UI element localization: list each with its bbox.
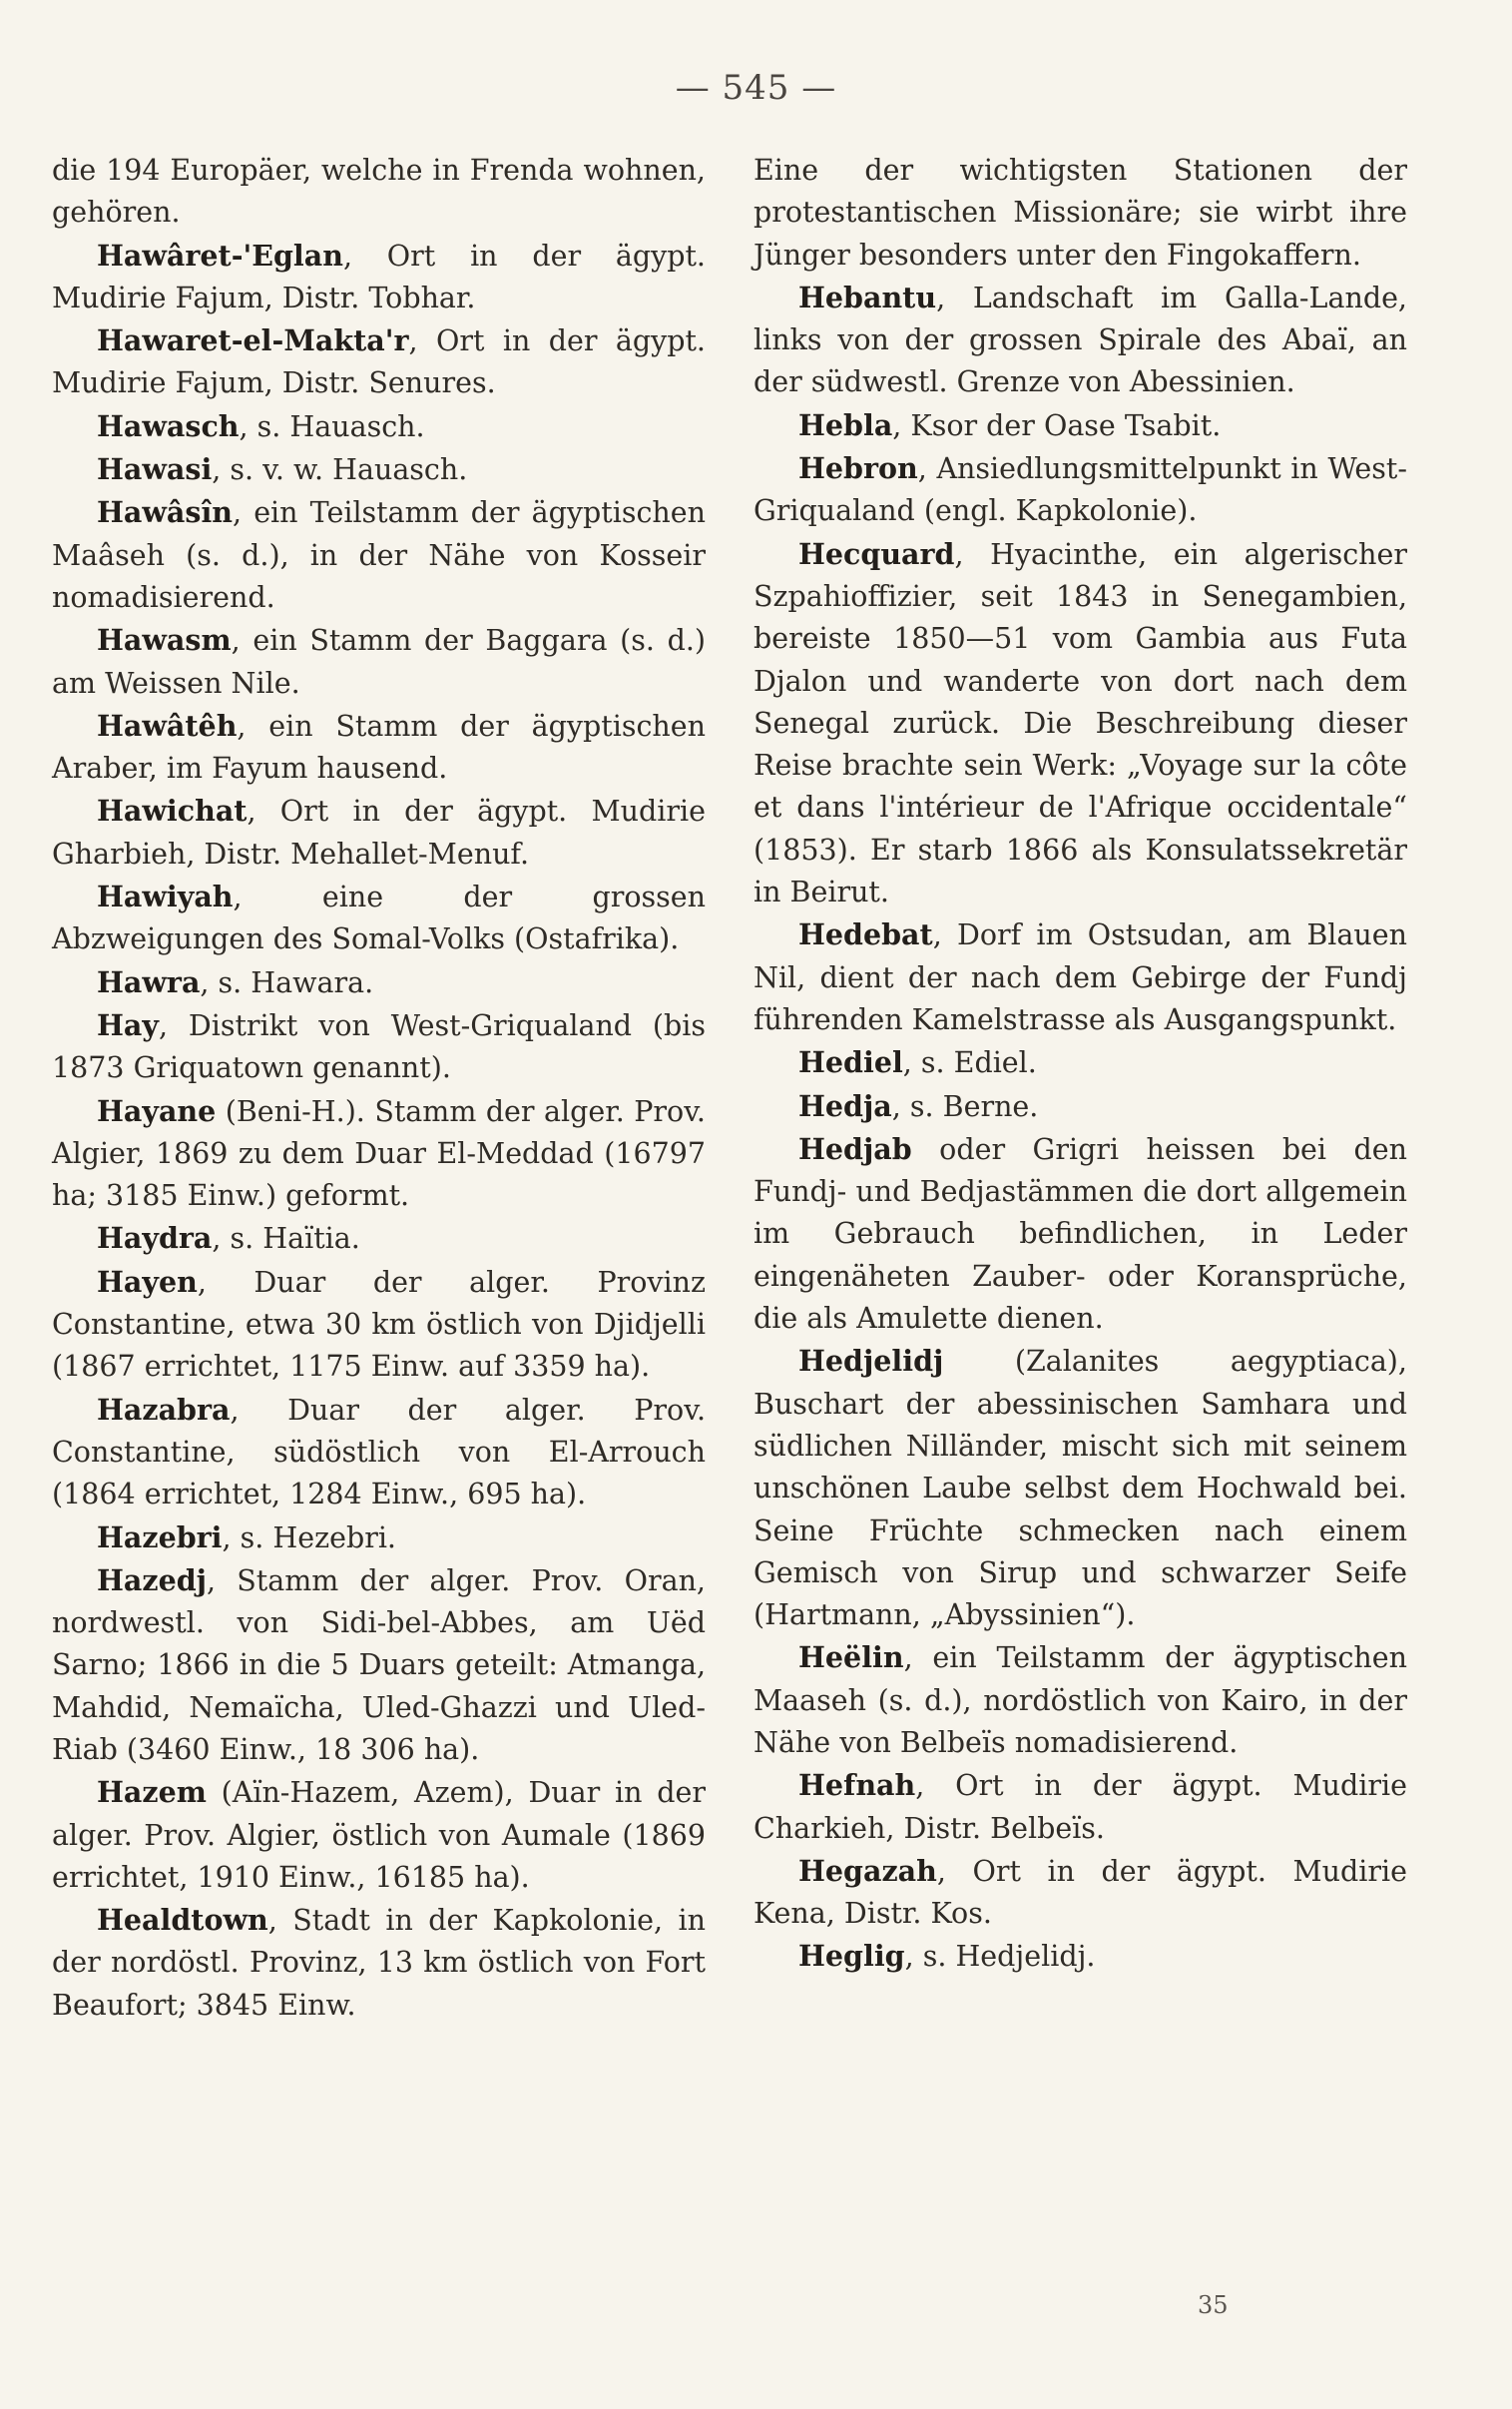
entry-headword: Hedja: [798, 1088, 892, 1123]
entry-headword: Hawaret-el-Makta'r: [97, 323, 409, 358]
dictionary-entry: [754, 1636, 1407, 1764]
page-number: — 545 —: [675, 68, 837, 108]
dictionary-entry: [52, 448, 706, 491]
entry-headword: Hawâsîn: [97, 495, 233, 530]
dictionary-entry: [52, 961, 706, 1004]
entry-headword: Heëlin: [798, 1640, 904, 1675]
entry-headword: Hay: [97, 1007, 159, 1042]
entry-text: , Landschaft im Galla-Lande, links von der grossen Spirale des Abaï, an der südwestl. Grenze von Abessinien.: [754, 281, 1407, 399]
entry-headword: Hawiyah: [97, 880, 234, 914]
entry-headword: Hedebat: [798, 917, 933, 952]
entry-text: , s. Haïtia.: [212, 1222, 360, 1256]
dictionary-entry: [52, 491, 706, 619]
entry-text: oder Grigri heissen bei den Fundj- und Bedjastämmen die dort allgemein im Gebrauch befindlichen, in Leder eingenäheten Zauber- oder Koransprüche, die als Amulette dienen.: [754, 1132, 1407, 1336]
entry-headword: Healdtown: [97, 1903, 268, 1938]
dictionary-entry: [52, 1004, 706, 1090]
dictionary-entry: [754, 1041, 1407, 1084]
dictionary-entry: [754, 1128, 1407, 1340]
entry-text: , Duar der alger. Provinz Constantine, etwa 30 km östlich von Djidjelli (1867 errichtet, 1175 Einw. auf 3359 ha).: [52, 1265, 706, 1384]
entry-text: , Ort in der ägypt. Mudirie Fajum, Distr. Tobhar.: [52, 239, 706, 314]
entry-text: , Ort in der ägypt. Mudirie Fajum, Distr. Senures.: [52, 324, 706, 400]
dictionary-entry: [52, 1771, 706, 1899]
entry-text: , Dorf im Ostsudan, am Blauen Nil, dient der nach dem Gebirge der Fundj führenden Kamelstrasse als Ausgangspunkt.: [754, 918, 1407, 1036]
dictionary-entry: [52, 1389, 706, 1516]
dictionary-entry: [52, 235, 706, 320]
entry-headword: Heglig: [798, 1939, 905, 1974]
dictionary-entry: [52, 876, 706, 961]
entry-headword: Hefnah: [798, 1768, 916, 1803]
dictionary-entry: [52, 1261, 706, 1389]
entry-text: , Stadt in der Kapkolonie, in der nordöstl. Provinz, 13 km östlich von Fort Beaufort; 3845 Einw.: [52, 1904, 706, 2022]
entry-continuation: [754, 150, 1407, 277]
entry-text: , Hyacinthe, ein algerischer Szpahioffizier, seit 1843 in Senegambien, bereiste 1850—51 vom Gambia aus Futa Djalon und wanderte von dort nach dem Senegal zurück. Die Beschreibung dieser Reise brachte sein Werk: „Voyage sur la côte et dans l'intérieur de l'Afrique occidentale“ (1853). Er starb 1866 als Konsulatssekretär in Beirut.: [754, 537, 1407, 909]
entry-headword: Hawâret-'Eglan: [97, 238, 343, 273]
entry-headword: Hedjab: [798, 1131, 912, 1166]
dictionary-entry: [52, 705, 706, 791]
entry-headword: Hawasm: [97, 623, 232, 658]
entry-headword: Hayane: [97, 1093, 217, 1128]
dictionary-entry: [52, 319, 706, 405]
entry-text: , s. v. w. Hauasch.: [212, 453, 468, 487]
entry-headword: Hediel: [798, 1045, 903, 1080]
entry-text: , ein Stamm der ägyptischen Araber, im Fayum hausend.: [52, 709, 706, 786]
dictionary-entry: [52, 1516, 706, 1559]
entry-headword: Hawra: [97, 964, 201, 999]
entry-headword: Hazem: [97, 1775, 207, 1810]
entry-text: , Distrikt von West-Griqualand (bis 1873 Griquatown genannt).: [52, 1008, 706, 1085]
entry-text: , ein Stamm der Baggara (s. d.) am Weissen Nile.: [52, 624, 706, 700]
entry-text: , ein Teilstamm der ägyptischen Maaseh (s. d.), nordöstlich von Kairo, in der Nähe von Belbeïs nomadisierend.: [754, 1641, 1407, 1759]
dictionary-entry: [754, 1085, 1407, 1128]
entry-headword: Hazebri: [97, 1519, 223, 1554]
entry-headword: Hebantu: [798, 280, 937, 314]
entry-headword: Hawichat: [97, 794, 248, 829]
entry-headword: Hazedj: [97, 1562, 207, 1597]
entry-headword: Hebla: [798, 407, 893, 442]
entry-headword: Hawasi: [97, 452, 213, 487]
dictionary-entry: [52, 1090, 706, 1218]
entry-text: , Duar der alger. Prov. Constantine, südöstlich von El-Arrouch (1864 errichtet, 1284 Einw., 695 ha).: [52, 1393, 706, 1511]
dictionary-entry: [754, 913, 1407, 1041]
entry-text: (Aïn-Hazem, Azem), Duar in der alger. Prov. Algier, östlich von Aumale (1869 errichtet, 1910 Einw., 16185 ha).: [52, 1776, 706, 1894]
dictionary-entry: [754, 1340, 1407, 1636]
dictionary-entry: [52, 1217, 706, 1260]
entry-text: , s. Hauasch.: [239, 409, 425, 443]
entry-text: , ein Teilstamm der ägyptischen Maâseh (s. d.), in der Nähe von Kosseir nomadisierend.: [52, 496, 706, 614]
entry-text: , s. Berne.: [891, 1089, 1039, 1123]
dictionary-entry: [52, 790, 706, 876]
entry-text: , s. Hezebri.: [222, 1520, 396, 1554]
entry-headword: Hedjelidj: [798, 1344, 944, 1379]
dictionary-entry: [52, 405, 706, 448]
entry-headword: Hebron: [798, 451, 918, 486]
dictionary-entry: [754, 1935, 1407, 1978]
entry-continuation: [52, 150, 706, 235]
entry-text: Eine der wichtigsten Stationen der protestantischen Missionäre; sie wirbt ihre Jünger besonders unter den Fingokaffern.: [754, 154, 1407, 272]
entry-headword: Hawâtêh: [97, 708, 238, 743]
entry-text: , s. Ediel.: [902, 1046, 1037, 1080]
entry-text: (Beni-H.). Stamm der alger. Prov. Algier, 1869 zu dem Duar El-Meddad (16797 ha; 3185 Einw.) geformt.: [52, 1094, 706, 1213]
entry-text: , eine der grossen Abzweigungen des Somal-Volks (Ostafrika).: [52, 881, 706, 956]
entry-headword: Hayen: [97, 1264, 198, 1299]
dictionary-entry: [52, 619, 706, 705]
entry-headword: Hegazah: [798, 1853, 937, 1888]
entry-text: , Ansiedlungsmittelpunkt in West-Griqualand (engl. Kapkolonie).: [754, 452, 1407, 528]
dictionary-entry: [754, 1850, 1407, 1936]
dictionary-entry: [754, 404, 1407, 447]
dictionary-entry: [52, 1899, 706, 2027]
entry-text: , s. Hedjelidj.: [904, 1940, 1096, 1974]
entry-headword: Hawasch: [97, 408, 240, 443]
left-column: [52, 150, 706, 2027]
entry-text: , Stamm der alger. Prov. Oran, nordwestl. von Sidi-bel-Abbes, am Uëd Sarno; 1866 in die 5 Duars geteilt: Atmanga, Mahdid, Nemaïcha, Uled-Ghazzi und Uled-Riab (3460 Einw., 18 306 ha).: [52, 1563, 706, 1766]
signature-mark: 35: [1198, 2291, 1229, 2319]
entry-headword: Haydra: [97, 1221, 213, 1256]
entry-text: die 194 Europäer, welche in Frenda wohnen, gehören.: [52, 154, 706, 230]
entry-text: , s. Hawara.: [200, 965, 374, 999]
entry-text: , Ksor der Oase Tsabit.: [892, 408, 1222, 442]
entry-text: , Ort in der ägypt. Mudirie Gharbieh, Distr. Mehallet-Menuf.: [52, 795, 706, 871]
right-column: [754, 150, 1407, 1979]
entry-text: (Zalanites aegyptiaca), Buschart der abessinischen Samhara und südlichen Nilländer, mischt sich mit seinem unschönen Laube selbst dem Hochwald bei. Seine Früchte schmecken nach einem Gemisch von Sirup und schwarzer Seife (Hartmann, „Abyssinien“).: [754, 1345, 1407, 1632]
dictionary-entry: [754, 533, 1407, 914]
dictionary-entry: [754, 1764, 1407, 1850]
dictionary-entry: [754, 447, 1407, 533]
dictionary-entry: [52, 1559, 706, 1771]
entry-text: , Ort in der ägypt. Mudirie Kena, Distr. Kos.: [754, 1854, 1407, 1931]
dictionary-entry: [754, 277, 1407, 404]
entry-headword: Hazabra: [97, 1392, 231, 1427]
entry-text: , Ort in der ägypt. Mudirie Charkieh, Distr. Belbeïs.: [754, 1769, 1407, 1845]
entry-headword: Hecquard: [798, 536, 955, 571]
